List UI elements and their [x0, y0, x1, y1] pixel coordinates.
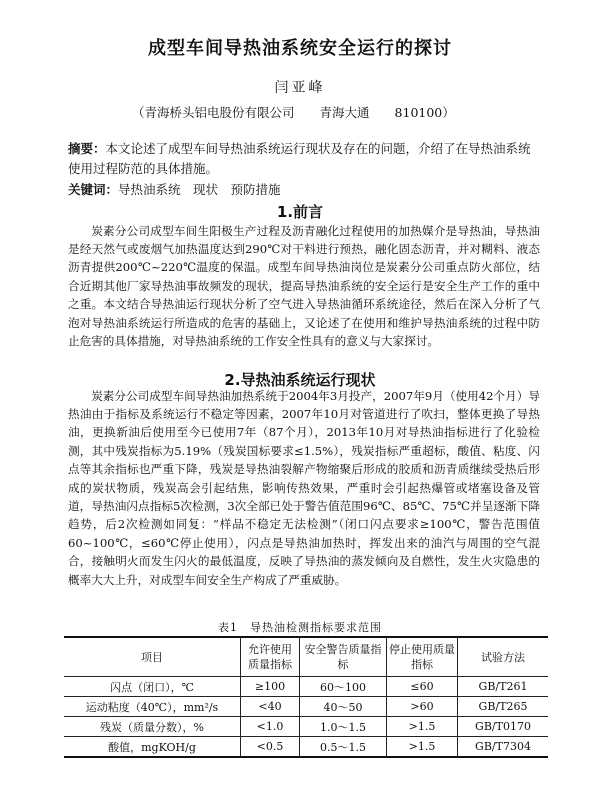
table-cell: >1.5	[387, 717, 458, 737]
abstract-label: 摘要：	[68, 141, 106, 156]
table-header-cell: 允许使用质量指标	[241, 637, 300, 677]
affiliation-open-paren: （	[132, 105, 145, 120]
affiliation-company: 青海桥头铝电股份有限公司	[144, 105, 295, 120]
table-cell: >60	[387, 697, 458, 717]
table-cell: >1.5	[387, 737, 458, 758]
section-heading-introduction: 1.前言	[276, 203, 324, 221]
affiliation-close-paren: ）	[442, 105, 455, 120]
table-row	[64, 717, 548, 737]
table-cell: <40	[241, 697, 300, 717]
table-cell: <0.5	[241, 737, 300, 758]
table-cell: 0.5～1.5	[300, 737, 387, 758]
abstract	[68, 139, 538, 179]
table-cell: GB/T265	[458, 697, 549, 717]
table-cell: 1.0～1.5	[300, 717, 387, 737]
table-cell: 40～50	[300, 697, 387, 717]
body-paragraph: 炭素分公司成型车间导热油加热系统于2004年3月投产，2007年9月（使用42个月）导热油由于指标及系统运行不稳定等因素，2007年10月对管道进行了吹扫，整体更换了导热油，更换新油后使用至今已使用7年（87个月），2013年10月对导热油指标进行了化验检测，其中残炭指标为5.19%（残炭国标要求≤1.5%），残炭指标严重超标，酸值、粘度、闪点等其余指标也严重下降，残炭是导热油裂解产物缩聚后形成的胶质和沥青质继续受热后形成的炭状物质，残炭高会引起结焦，影响传热效果，严重时会引起热爆管或堵塞设备及管道，导热油闪点指标5次检测，3次全部已处于警告值范围96℃、85℃、75℃并呈逐渐下降趋势，后2次检测如同复：“样品不稳定无法检测”（闭口闪点要求≥100℃，警告范围值60~100℃，≤60℃停止使用），闪点是导热油加热时，挥发出来的油汽与周围的空气混合，接触明火而发生闪火的最低温度，反映了导热油的蒸发倾向及自燃性，发生火灾隐患的概率大大上升，对成型车间安全生产构成了严重威胁。	[68, 388, 540, 587]
table-header-row	[64, 637, 548, 677]
table-row	[64, 737, 548, 758]
table-caption: 表1 导热油检测指标要求范围	[218, 621, 382, 634]
table-cell: GB/T7304	[458, 737, 549, 758]
table-header-cell: 安全警告质量指标	[300, 637, 387, 677]
section-heading-status: 2.导热油系统运行现状	[224, 371, 376, 389]
keyword: 现状	[193, 182, 219, 197]
table-row	[64, 677, 548, 697]
affiliation	[132, 103, 552, 121]
table-row	[64, 697, 548, 717]
table-header-cell: 停止使用质量指标	[387, 637, 458, 677]
table-header-cell: 试验方法	[458, 637, 549, 677]
author-name: 闫亚峰	[274, 80, 326, 96]
table-cell: GB/T261	[458, 677, 549, 697]
affiliation-city: 青海大通	[319, 105, 370, 120]
table-cell: 60～100	[300, 677, 387, 697]
table-cell: ≤60	[387, 677, 458, 697]
table-header-cell: 项目	[64, 637, 241, 677]
table-cell: 酸值，mgKOH/g	[64, 737, 241, 758]
affiliation-postcode: 810100	[394, 105, 443, 120]
keyword: 预防措施	[230, 182, 281, 197]
table-cell: 闪点（闭口），℃	[64, 677, 241, 697]
abstract-text: 本文论述了成型车间导热油系统运行现状及存在的问题，介绍了在导热油系统使用过程防范的具体措施。	[68, 141, 531, 176]
table-cell: ≥100	[241, 677, 300, 697]
keywords-label: 关键词：	[68, 182, 119, 197]
keywords	[68, 181, 538, 199]
body-paragraph: 炭素分公司成型车间生阳极生产过程及沥青融化过程使用的加热媒介是导热油，导热油是经天然气或废烟气加热温度达到290℃对干料进行预热，融化固态沥青，并对糊料、液态沥青提供200℃~220℃温度的保温。成型车间导热油岗位是炭素分公司重点防火部位，结合近期其他厂家导热油事故频发的现状，提高导热油系统的安全运行是安全生产工作的重中之重。本文结合导热油运行现状分析了空气进入导热油循环系统途径，然后在深入分析了气泡对导热油系统运行所造成的危害的基础上，又论述了在使用和维护导热油系统的过程中防止危害的具体措施，对导热油系统的工作安全性具有的意义与大家探讨。	[68, 223, 540, 349]
table-cell: GB/T0170	[458, 717, 549, 737]
table-cell: <1.0	[241, 717, 300, 737]
table-cell: 运动粘度（40℃），mm²/s	[64, 697, 241, 717]
oil-index-table	[64, 636, 548, 758]
keyword: 导热油系统	[118, 182, 181, 197]
paper-title: 成型车间导热油系统安全运行的探讨	[148, 38, 452, 59]
table-cell: 残炭（质量分数），%	[64, 717, 241, 737]
